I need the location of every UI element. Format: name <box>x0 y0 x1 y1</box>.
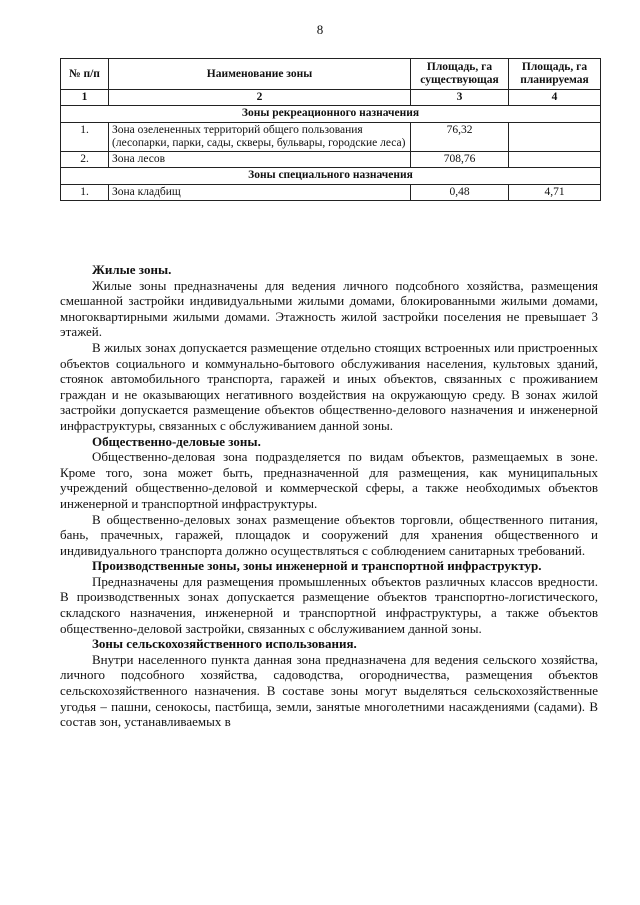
row-number: 2. <box>61 152 109 168</box>
header-zone-name: Наименование зоны <box>109 59 411 90</box>
zones-table <box>60 58 601 201</box>
header-number: № п/п <box>61 59 109 90</box>
section-heading: Жилые зоны. <box>92 262 172 277</box>
paragraph: В жилых зонах допускается размещение отдельно стоящих встроенных или пристроенных объектов социального и коммунально-бытового обслуживания населения, культовых зданий, стоянок автомобильного транспорта, гаражей и иных объектов, связанных с проживанием граждан и не оказывающих негативного воздействия на окружающую среду. В зонах жилой застройки допускается размещение объектов общественно-делового назначения и инженерной инфраструктуры, связанных с обслуживанием данной зоны. <box>60 339 598 433</box>
row-area-existing: 708,76 <box>411 152 509 168</box>
row-number: 1. <box>61 185 109 201</box>
table-row <box>61 185 601 201</box>
paragraph: Предназначены для размещения промышленных объектов различных классов вредности. В производственных зонах допускается размещение объектов транспортно-логистического, складского назначения, инженерной и транспортной инфраструктуры, а также объектов общественно-деловой застройки, связанных с обслуживанием данной зоны. <box>60 573 598 636</box>
section-row <box>61 106 601 123</box>
section-heading: Зоны сельскохозяйственного использования. <box>92 636 357 652</box>
page-number: 8 <box>316 22 324 37</box>
section-heading: Производственные зоны, зоны инженерной и транспортной инфраструктур. <box>92 558 542 574</box>
paragraph: Общественно-деловая зона подразделяется по видам объектов, размещаемых в зоне. Кроме того, зона может быть, предназначенной для размещения, как муниципальных учреждений общественно-деловой и коммерческой сферы, а также необходимых объектов инженерной и транспортной инфраструктуры. <box>60 449 598 511</box>
paragraph: Жилые зоны предназначены для ведения личного подсобного хозяйства, размещения смешанной застройки индивидуальными жилыми домами, блокированными жилыми домами, многоквартирными жилыми домами. Этажность жилой застройки поселения не превышает 3 этажей. <box>60 277 598 340</box>
section-title: Зоны специального назначения <box>61 168 601 185</box>
table-row <box>61 152 601 168</box>
row-zone-name: Зона озелененных территорий общего пользования (лесопарки, парки, сады, скверы, бульвары, городские леса) <box>109 123 411 152</box>
paragraph: Внутри населенного пункта данная зона предназначена для ведения сельского хозяйства, личного подсобного хозяйства, садоводства, огородничества, размещения объектов сельскохозяйственного назначения. В составе зоны могут выделяться сельскохозяйственные угодья – пашни, сенокосы, пастбища, земли, занятые многолетними насаждениями (садами). В состав зон, устанавливаемых в <box>60 651 598 730</box>
header-area-existing: Площадь, га существующая <box>411 59 509 90</box>
section-heading: Общественно-деловые зоны. <box>92 433 261 449</box>
body-text <box>60 262 598 730</box>
column-number: 3 <box>411 90 509 106</box>
row-area-planned <box>509 123 601 152</box>
row-area-existing: 76,32 <box>411 123 509 152</box>
table-header-row <box>61 59 601 90</box>
row-area-planned <box>509 152 601 168</box>
row-area-planned: 4,71 <box>509 185 601 201</box>
row-area-existing: 0,48 <box>411 185 509 201</box>
column-number: 4 <box>509 90 601 106</box>
column-number: 2 <box>109 90 411 106</box>
row-zone-name: Зона кладбищ <box>109 185 411 201</box>
row-number: 1. <box>61 123 109 152</box>
table-row <box>61 123 601 152</box>
paragraph: В общественно-деловых зонах размещение объектов торговли, общественного питания, бань, прачечных, гаражей, площадок и сооружений для хранения общественного и индивидуального транспорта должно осуществляться с соблюдением санитарных требований. <box>60 511 598 558</box>
header-area-planned: Площадь, га планируемая <box>509 59 601 90</box>
section-row <box>61 168 601 185</box>
section-title: Зоны рекреационного назначения <box>61 106 601 123</box>
column-number-row <box>61 90 601 106</box>
column-number: 1 <box>61 90 109 106</box>
row-zone-name: Зона лесов <box>109 152 411 168</box>
